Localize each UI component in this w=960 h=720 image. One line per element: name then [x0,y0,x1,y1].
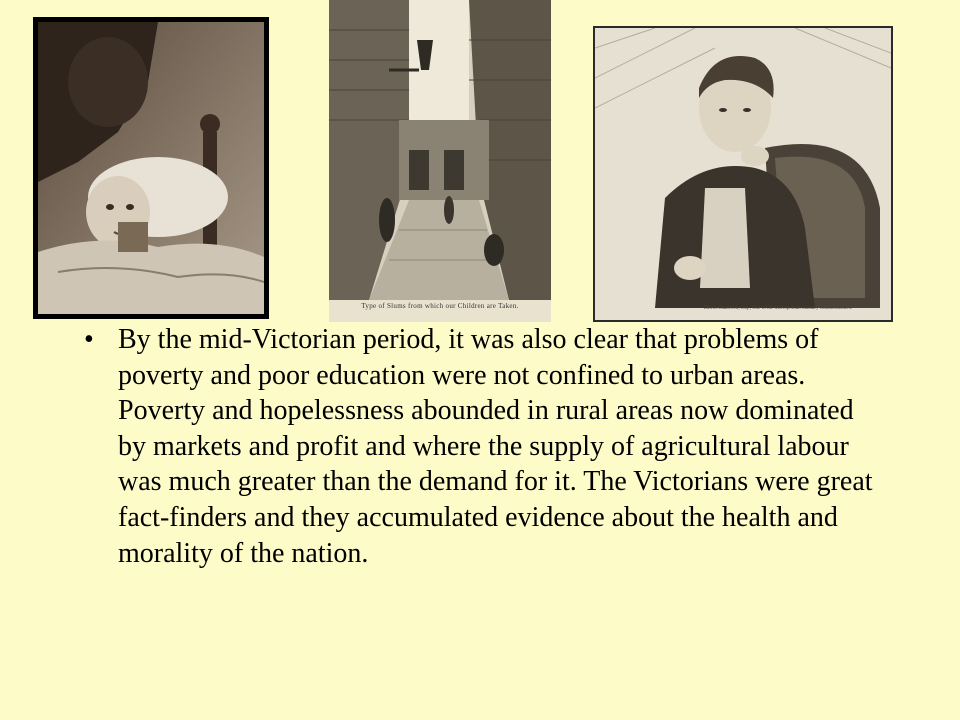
slum-alley-illustration [329,0,551,322]
bullet-marker: • [84,324,94,355]
body-text: By the mid-Victorian period, it was also clear that problems of poverty and poor education were not confined to urban areas. Poverty and hopelessness abounded in rural areas now dominated by markets and profit and where the supply of agricultural labour was much greater than the demand for it. The Victorians were great fact-finders and they accumulated evidence about the health and morality of the nation. [118,324,873,569]
slum-alley-caption: Type of Slums from which our Children are Taken. [361,302,519,310]
slum-alley-drawing [329,0,551,300]
portrait-caption: Edwin Chadwick, Esq., One of the Metropolitan Sanitary Commissioners. [703,306,853,311]
sick-child-illustration [33,17,269,319]
sick-child-drawing [38,22,264,314]
portrait-illustration [593,26,893,322]
portrait-drawing [595,28,891,320]
